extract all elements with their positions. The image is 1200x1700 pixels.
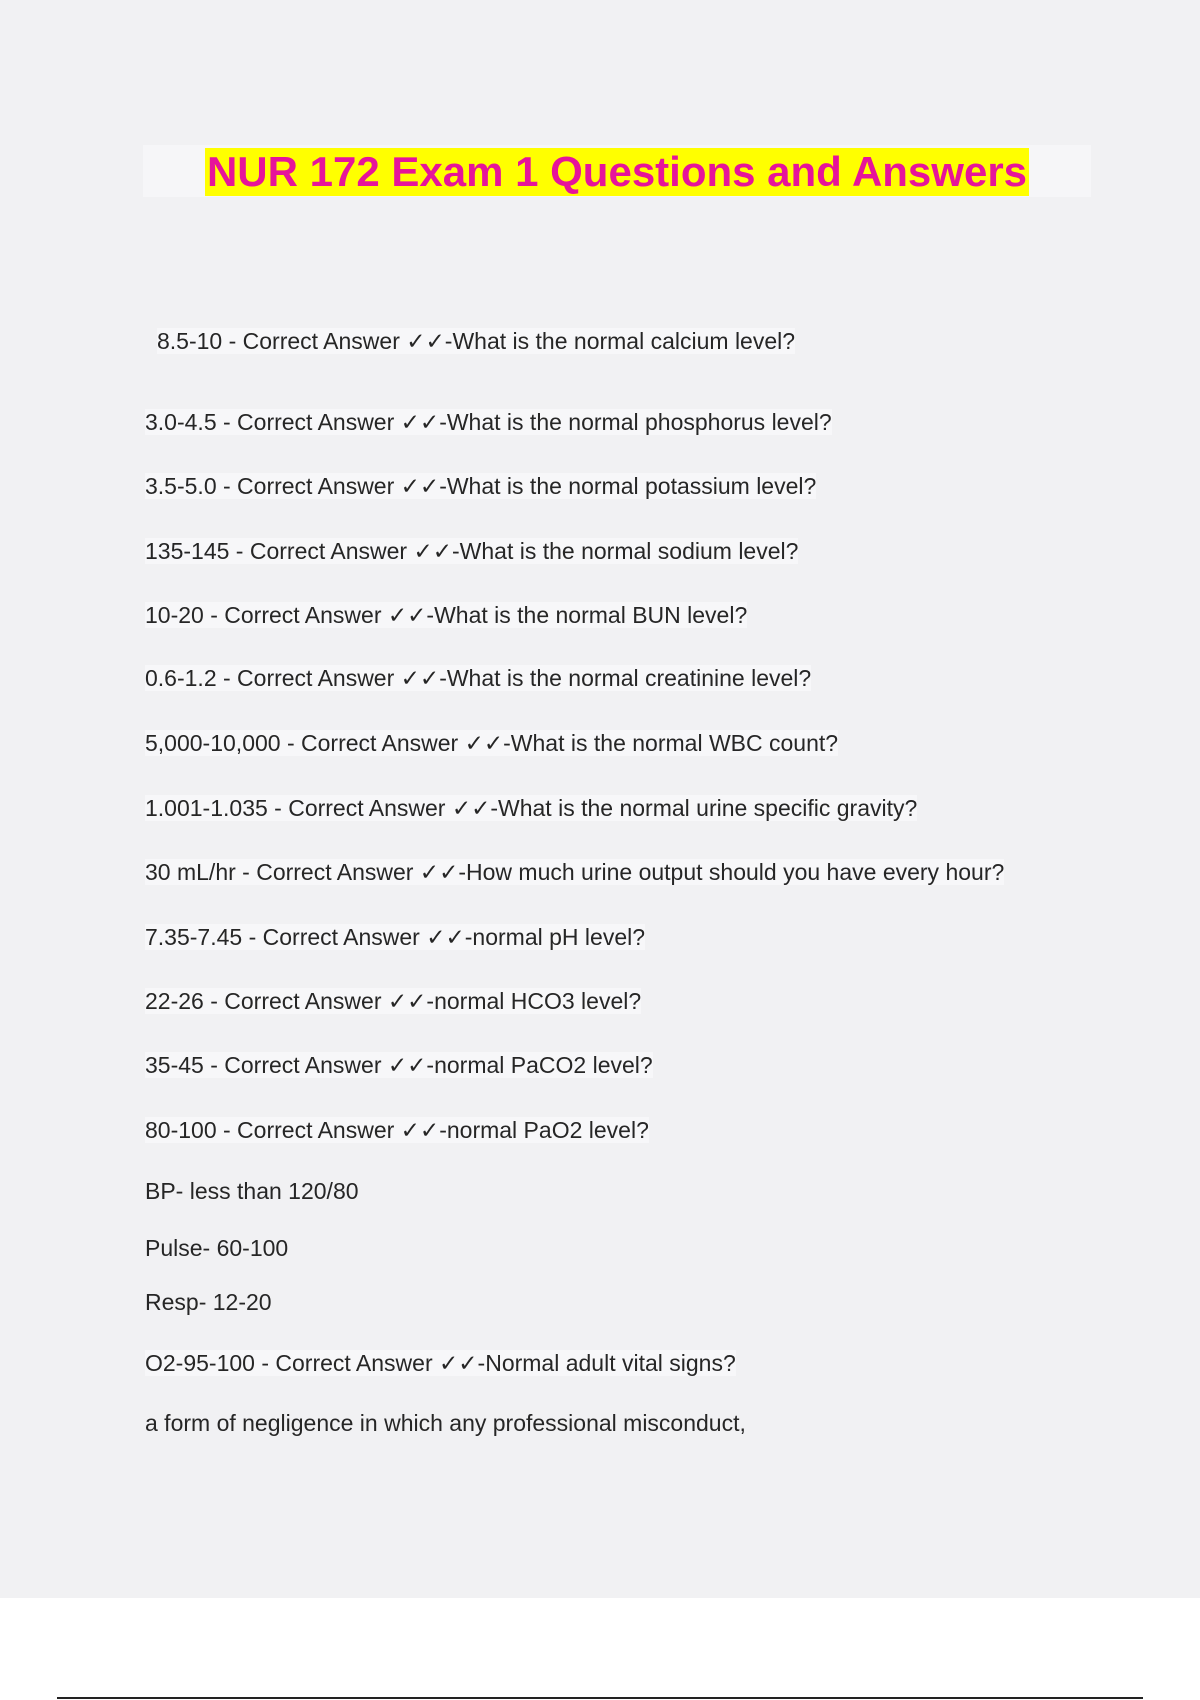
qa-item — [145, 1288, 272, 1316]
qa-item — [145, 472, 816, 500]
qa-text: a form of negligence in which any professional misconduct, — [145, 1410, 746, 1436]
qa-text: BP- less than 120/80 — [145, 1178, 359, 1204]
qa-item — [145, 1409, 746, 1437]
qa-text: 0.6-1.2 - Correct Answer ✓✓-What is the normal creatinine level? — [145, 665, 812, 691]
qa-text: 8.5-10 - Correct Answer ✓✓-What is the normal calcium level? — [157, 328, 796, 354]
qa-item — [145, 408, 832, 436]
qa-item — [145, 664, 811, 692]
qa-text: 10-20 - Correct Answer ✓✓-What is the normal BUN level? — [145, 602, 748, 628]
qa-item — [145, 1116, 649, 1144]
qa-item — [145, 601, 747, 629]
qa-text: O2-95-100 - Correct Answer ✓✓-Normal adult vital signs? — [145, 1350, 736, 1376]
qa-text: 3.0-4.5 - Correct Answer ✓✓-What is the normal phosphorus level? — [145, 409, 832, 435]
qa-text: 22-26 - Correct Answer ✓✓-normal HCO3 level? — [145, 988, 642, 1014]
qa-item — [145, 1234, 288, 1262]
qa-item — [145, 729, 838, 757]
qa-text: 7.35-7.45 - Correct Answer ✓✓-normal pH level? — [145, 924, 646, 950]
qa-item — [145, 987, 641, 1015]
qa-text: 135-145 - Correct Answer ✓✓-What is the normal sodium level? — [145, 538, 799, 564]
qa-text: 3.5-5.0 - Correct Answer ✓✓-What is the normal potassium level? — [145, 473, 817, 499]
qa-text: 1.001-1.035 - Correct Answer ✓✓-What is the normal urine specific gravity? — [145, 795, 918, 821]
qa-item — [145, 794, 917, 822]
page-bottom-rule — [57, 1697, 1143, 1699]
qa-text: 30 mL/hr - Correct Answer ✓✓-How much urine output should you have every hour? — [145, 859, 1005, 885]
qa-item — [145, 923, 645, 951]
qa-text: 5,000-10,000 - Correct Answer ✓✓-What is the normal WBC count? — [145, 730, 839, 756]
title-band — [143, 145, 1091, 197]
qa-text: Resp- 12-20 — [145, 1289, 272, 1315]
qa-item — [145, 858, 1004, 886]
qa-item — [145, 1349, 736, 1377]
qa-item — [145, 1177, 359, 1205]
qa-text: 35-45 - Correct Answer ✓✓-normal PaCO2 level? — [145, 1052, 653, 1078]
document-title: NUR 172 Exam 1 Questions and Answers — [206, 148, 1028, 195]
qa-item — [157, 327, 795, 355]
qa-text: Pulse- 60-100 — [145, 1235, 289, 1261]
qa-item — [145, 1051, 653, 1079]
qa-item — [145, 537, 798, 565]
qa-text: 80-100 - Correct Answer ✓✓-normal PaO2 level? — [145, 1117, 649, 1143]
